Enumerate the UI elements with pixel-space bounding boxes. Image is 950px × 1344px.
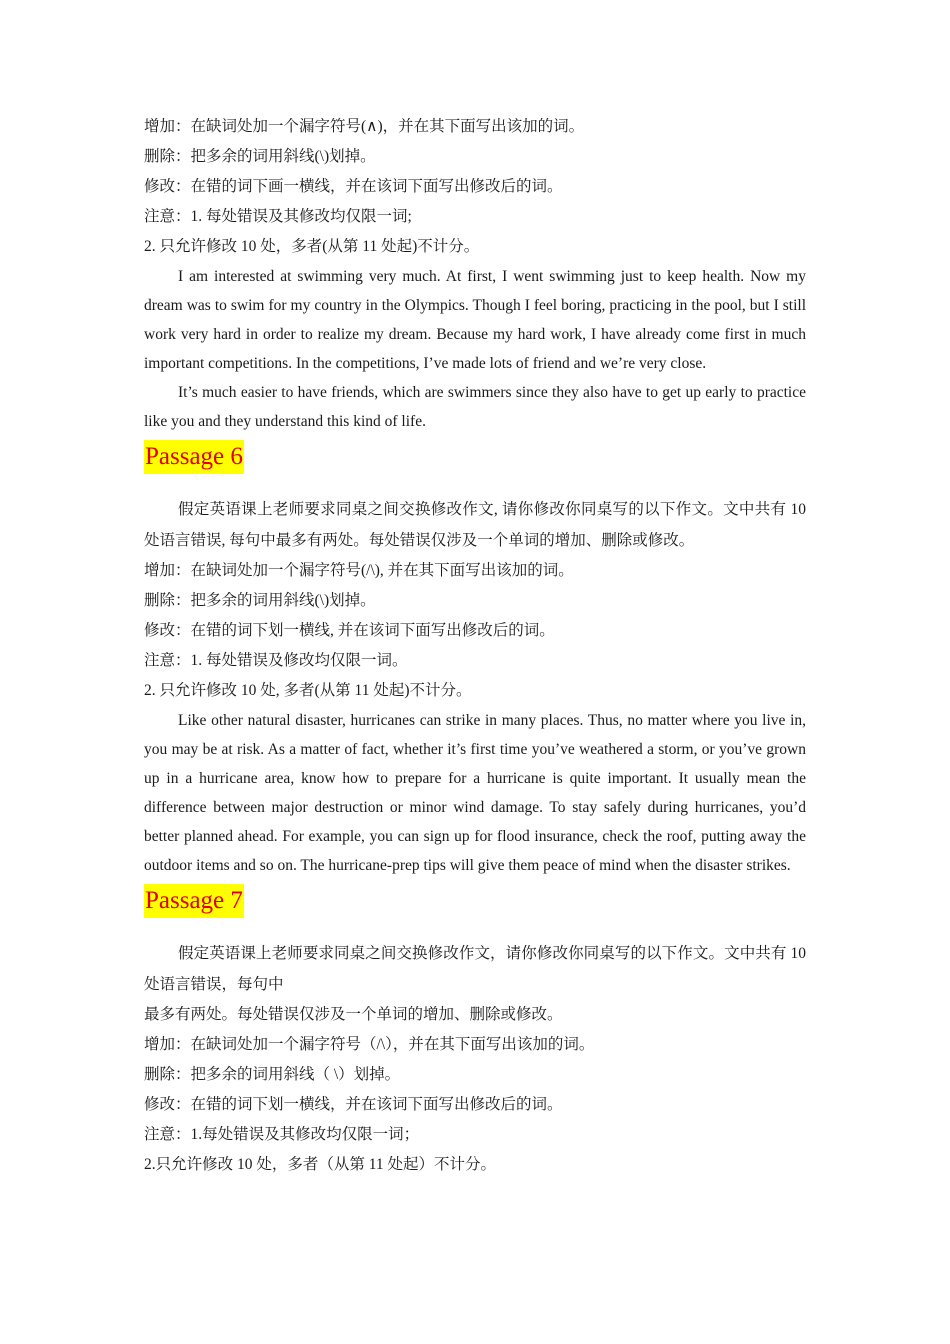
p6-instruction-delete: 删除：把多余的词用斜线(\)划掉。 [144,592,376,609]
p5-instruction-note-1: 注意：1. 每处错误及其修改均仅限一词; [144,208,412,225]
p7-instruction-note-2: 2.只允许修改 10 处，多者（从第 11 处起）不计分。 [144,1156,497,1173]
p6-intro: 假定英语课上老师要求同桌之间交换修改作文, 请你修改你同桌写的以下作文。文中共有 10 处语言错误, 每句中最多有两处。每处错误仅涉及一个单词的增加、删除或修改。 [144,501,806,549]
p5-essay-paragraph-2: It’s much easier to have friends, which are swimmers since they also have to get up early to practice like you and they understand this kind of life. [144,384,806,430]
p6-section [144,436,806,880]
p7-intro-line-2: 最多有两处。每处错误仅涉及一个单词的增加、删除或修改。 [144,1006,563,1023]
p6-instruction-note-1: 注意：1. 每处错误及修改均仅限一词。 [144,652,408,669]
p5-essay-paragraph-1: I am interested at swimming very much. At first, I went swimming just to keep health. Now my dream was to swim for my country in the Olympics. Though I feel boring, practicing in the pool, but I still work very hard in order to realize my dream. Because my hard work, I have already come first in much important competitions. In the competitions, I’ve made lots of friend and we’re very close. [144,268,806,372]
p7-instruction-add: 增加：在缺词处加一个漏字符号（/\），并在其下面写出该加的词。 [144,1036,595,1053]
p7-section [144,880,806,1180]
p5-instruction-modify: 修改：在错的词下画一横线，并在该词下面写出修改后的词。 [144,178,563,195]
passage-7-heading: Passage 7 [144,884,244,918]
document-content [144,112,806,1180]
p7-instruction-modify: 修改：在错的词下划一横线，并在该词下面写出修改后的词。 [144,1096,563,1113]
p7-instruction-delete: 删除：把多余的词用斜线（ \）划掉。 [144,1066,401,1083]
p5-instruction-delete: 删除：把多余的词用斜线(\)划掉。 [144,148,376,165]
p7-instruction-note-1: 注意：1.每处错误及其修改均仅限一词； [144,1126,420,1143]
p6-instruction-modify: 修改：在错的词下划一横线, 并在该词下面写出修改后的词。 [144,622,555,639]
p5-instruction-note-2: 2. 只允许修改 10 处，多者(从第 11 处起)不计分。 [144,238,480,255]
p6-instruction-note-2: 2. 只允许修改 10 处, 多者(从第 11 处起)不计分。 [144,682,472,699]
p6-essay-paragraph: Like other natural disaster, hurricanes can strike in many places. Thus, no matter where you live in, you may be at risk. As a matter of fact, whether it’s first time you’ve weathered a storm, or you’ve grown up in a hurricane area, know how to prepare for a hurricane is quite important. It usually mean the difference between major destruction or minor wind damage. To stay safely during hurricanes, you’d better planned ahead. For example, you can sign up for flood insurance, check the roof, putting away the outdoor items and so on. The hurricane-prep tips will give them peace of mind when the disaster strikes. [144,712,806,874]
p6-instruction-add: 增加：在缺词处加一个漏字符号(/\), 并在其下面写出该加的词。 [144,562,574,579]
passage-6-heading: Passage 6 [144,440,244,474]
p5-instruction-add: 增加：在缺词处加一个漏字符号(∧)，并在其下面写出该加的词。 [144,118,585,135]
p7-intro-line-1: 假定英语课上老师要求同桌之间交换修改作文，请你修改你同桌写的以下作文。文中共有 10 处语言错误，每句中 [144,945,806,993]
